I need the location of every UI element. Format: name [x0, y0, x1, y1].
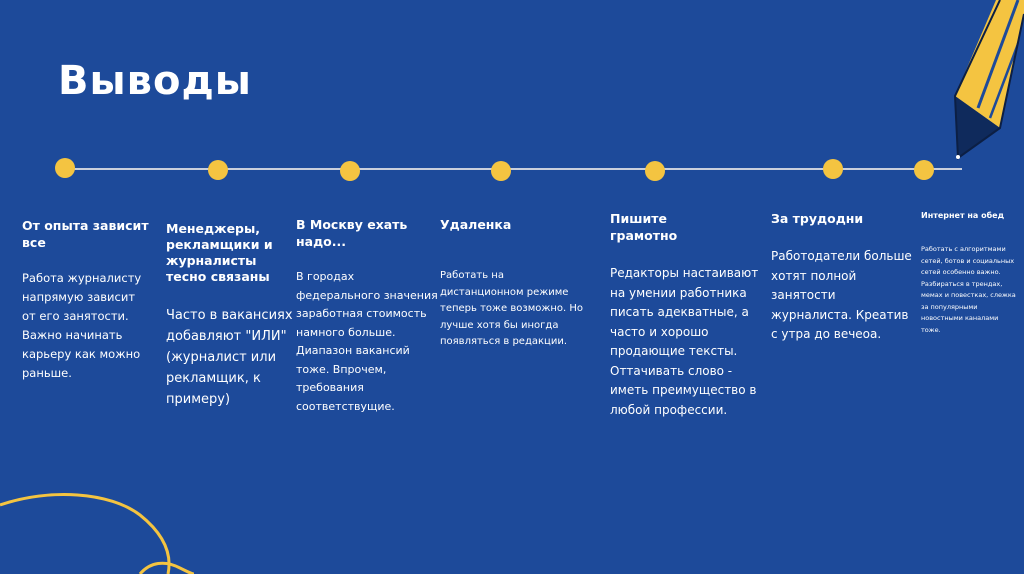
timeline-item-text: Редакторы настаивают на умении работника писать адекватные, а часто и хорошо продающие тексты. Оттачивать слово - иметь преимущество в любой профессии. — [610, 266, 759, 417]
timeline-item-heading: За трудодни — [771, 211, 864, 226]
timeline-dot — [340, 161, 360, 181]
timeline-dot — [208, 160, 228, 180]
timeline-item — [22, 217, 152, 383]
timeline-dot — [491, 161, 511, 181]
timeline-dot — [55, 158, 75, 178]
page-title: Выводы — [58, 58, 252, 104]
timeline-dot — [645, 161, 665, 181]
timeline-item — [296, 216, 439, 416]
timeline-item-heading: От опыта зависит все — [22, 218, 149, 250]
timeline-item-heading: Интернет на обед — [921, 211, 1005, 220]
timeline-item-text: В городах федерального значения заработная стоимость намного больше. Диапазон вакансий тоже. Впрочем, требования соответствущие. — [296, 270, 438, 413]
timeline-item — [921, 210, 1017, 336]
timeline-dot — [823, 159, 843, 179]
timeline-item-heading: Удаленка — [440, 217, 512, 232]
timeline-item-text: Часто в вакансиях добавляют "ИЛИ" (журналист или рекламщик, к примеру) — [166, 308, 293, 407]
timeline-item — [771, 210, 916, 345]
timeline-dot — [914, 160, 934, 180]
timeline-item-heading: В Москву ехать надо... — [296, 217, 408, 249]
timeline-item — [440, 216, 585, 351]
timeline-item-text: Работать с алгоритмами сетей, ботов и социальных сетей особенно важно. Разбираться в трендах, мемах и повестках, слежка за популярными новостными каналами тоже. — [921, 245, 1016, 334]
timeline-item-text: Работать на дистанционном режиме теперь тоже возможно. Но лучше хотя бы иногда появляться в редакции. — [440, 270, 584, 347]
timeline-item-heading: Менеджеры, рекламщики и журналисты тесно связаны — [166, 221, 273, 284]
timeline-item — [166, 221, 298, 410]
timeline-item-text: Работодатели больше хотят полной занятости журналиста. Креатив с утра до вечеоа. — [771, 249, 912, 341]
timeline-item-heading: Пишите грамотно — [610, 211, 678, 243]
timeline-item-text: Работа журналисту напрямую зависит от его занятости. Важно начинать карьеру как можно раньше. — [22, 271, 142, 380]
timeline-item — [610, 210, 760, 420]
